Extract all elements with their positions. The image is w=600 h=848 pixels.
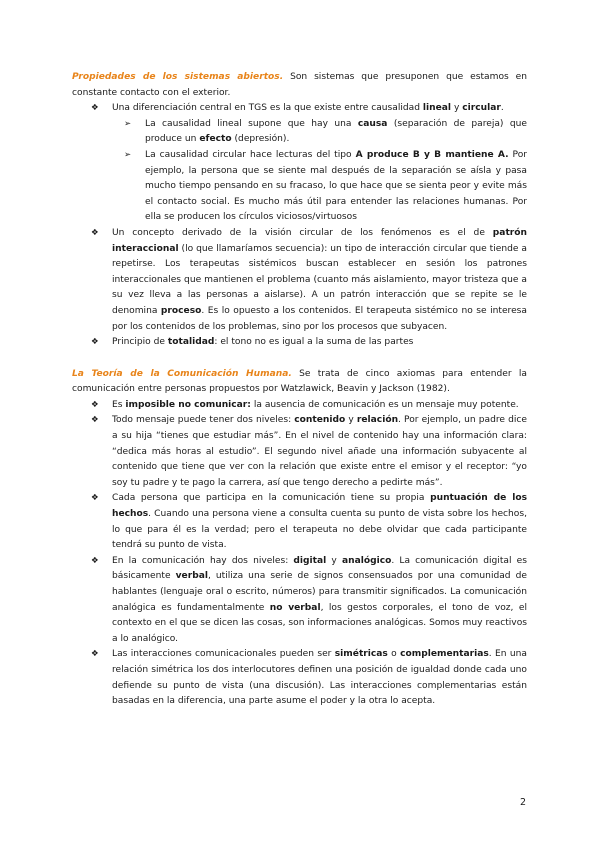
sub-list [112, 117, 527, 226]
text-run: En la comunicación hay dos niveles: [112, 555, 294, 566]
text-run: y [326, 555, 342, 566]
sub-list-item [112, 117, 527, 148]
text-run: la ausencia de comunicación es un mensaje muy potente. [250, 399, 519, 410]
text-run: Todo mensaje puede tener dos niveles: [112, 415, 295, 426]
text-run: Es [112, 399, 126, 410]
list-item [72, 226, 527, 335]
text-run: , utiliza una serie de signos consensuados por una comunidad de hablantes (lenguaje oral o escrito, números) para transmitir significados. La comunicación analógica es fundamentalmente [112, 571, 527, 613]
text-run: (separación de pareja) que produce un [145, 118, 527, 145]
list-item [72, 554, 527, 648]
bold-term: lineal [422, 103, 452, 114]
diamond-bullet-icon: ❖ [91, 649, 99, 660]
bold-term: patrón interaccional [112, 227, 527, 254]
text-run: . En una relación simétrica los dos interlocutores definen una posición de igualdad donde cada uno defiende su punto de vista (una discusión). Las interacciones complementarias están basadas en la diferencia, una parte asume el poder y la otra lo acepta. [112, 649, 527, 707]
section-intro-text: Son sistemas que presuponen que estamos en constante contacto con el exterior. [72, 72, 528, 98]
bold-term: causa [357, 118, 388, 129]
bold-term: verbal [175, 571, 208, 582]
document-page [72, 70, 527, 710]
diamond-bullet-icon: ❖ [91, 337, 99, 348]
text-run: Por ejemplo, la persona que se siente mal después de la separación se aísla y pasa mucho tiempo pensando en su fracaso, lo que hace que se sienta peor y evite más el contacto social. Es mucho más útil para entender las relaciones humanas. Por ella se producen los círculos viciosos/virtuosos [145, 149, 527, 223]
bold-term: digital [293, 555, 327, 566]
bold-term: puntuación de los hechos [112, 493, 527, 520]
bold-term: circular [462, 103, 501, 114]
text-run: y [345, 415, 357, 426]
list-item [72, 101, 527, 226]
list-item [72, 413, 527, 491]
list-item [72, 398, 527, 414]
bold-term: efecto [199, 134, 232, 145]
bold-term: analógico [341, 555, 392, 566]
diamond-bullet-icon: ❖ [91, 103, 99, 114]
bold-term: relación [356, 415, 399, 426]
diamond-bullet-icon: ❖ [91, 555, 99, 566]
diamond-bullet-icon: ❖ [91, 227, 99, 238]
text-run: Un concepto derivado de la visión circular de los fenómenos es el de [112, 227, 493, 238]
text-run: : el tono no es igual a la suma de las partes [214, 337, 414, 348]
bold-term: proceso [160, 305, 202, 316]
bold-term: A produce B y B mantiene A. [355, 149, 509, 160]
page-number: 2 [520, 797, 527, 808]
diamond-bullet-icon: ❖ [91, 493, 99, 504]
arrow-bullet-icon: ➢ [124, 149, 132, 160]
text-run: o [387, 649, 401, 660]
text-run: (lo que llamaríamos secuencia): un tipo de interacción circular que tiende a repetirse. Los terapeutas sistémicos buscan establecer en sesión los patrones interaccionales que mantienen el problema (cuanto más aislamiento, mayor tristeza que a su vez lleva a las personas a aislarse). A un patrón interacción que se repite se le denomina [112, 243, 527, 316]
text-run: Principio de [112, 337, 168, 348]
text-run: y [451, 103, 463, 114]
list-item [72, 335, 527, 351]
bold-term: simétricas [334, 649, 388, 660]
axioms-list [72, 398, 527, 710]
text-run: La causalidad lineal supone que hay una [145, 118, 358, 129]
diamond-bullet-icon: ❖ [91, 415, 99, 426]
section-communication-intro [72, 367, 527, 398]
text-run: (depresión). [231, 134, 290, 145]
section-title-communication-theory: La Teoría de la Comunicación Humana. [72, 368, 292, 379]
text-run: Una diferenciación central en TGS es la que existe entre causalidad [112, 103, 423, 114]
text-run: . La comunicación digital es básicamente [112, 555, 527, 582]
text-run: , los gestos corporales, el tono de voz, el contexto en el que se dicen las cosas, son informaciones analógicas. Somos muy reactivos a lo analógico. [112, 602, 527, 644]
bold-term: totalidad [167, 337, 215, 348]
text-run: . [500, 103, 504, 114]
bold-term: no verbal [269, 602, 321, 613]
text-run: La causalidad circular hace lecturas del tipo [145, 149, 356, 160]
sub-list-item [112, 148, 527, 226]
bold-term: imposible no comunicar: [125, 399, 251, 410]
diamond-bullet-icon: ❖ [91, 399, 99, 410]
bold-term: complementarias [400, 649, 489, 660]
text-run: . Por ejemplo, un padre dice a su hija “tienes que estudiar más”. En el nivel de contenido hay una información clara: “dedica más horas al estudio”. El segundo nivel añade una información subyacente al contenido que tiene que ver con la relación que existe entre el emisor y el receptor: “yo soy tu padre y te pago la carrera, así que tengo derecho a pedirte más”. [112, 415, 527, 488]
text-run: . Cuando una persona viene a consulta cuenta su punto de vista sobre los hechos, lo que para él es la verdad; pero el terapeuta no debe olvidar que cada participante tendrá su punto de vista. [112, 509, 527, 551]
list-item [72, 647, 527, 709]
text-run: . Es lo opuesto a los contenidos. El terapeuta sistémico no se interesa por los contenidos de los problemas, sino por los procesos que subyacen. [112, 305, 527, 332]
list-item [72, 491, 527, 553]
open-systems-list [72, 101, 527, 351]
arrow-bullet-icon: ➢ [124, 118, 132, 129]
text-run: Cada persona que participa en la comunicación tiene su propia [112, 493, 431, 504]
section-intro-text: Se trata de cinco axiomas para entender la comunicación entre personas propuestos por Watzlawick, Beavin y Jackson (1982). [72, 368, 527, 395]
text-run: Las interacciones comunicacionales pueden ser [112, 649, 335, 660]
bold-term: contenido [294, 415, 346, 426]
section-title-open-systems: Propiedades de los sistemas abiertos. [72, 72, 284, 82]
section-systems-intro [72, 70, 527, 101]
